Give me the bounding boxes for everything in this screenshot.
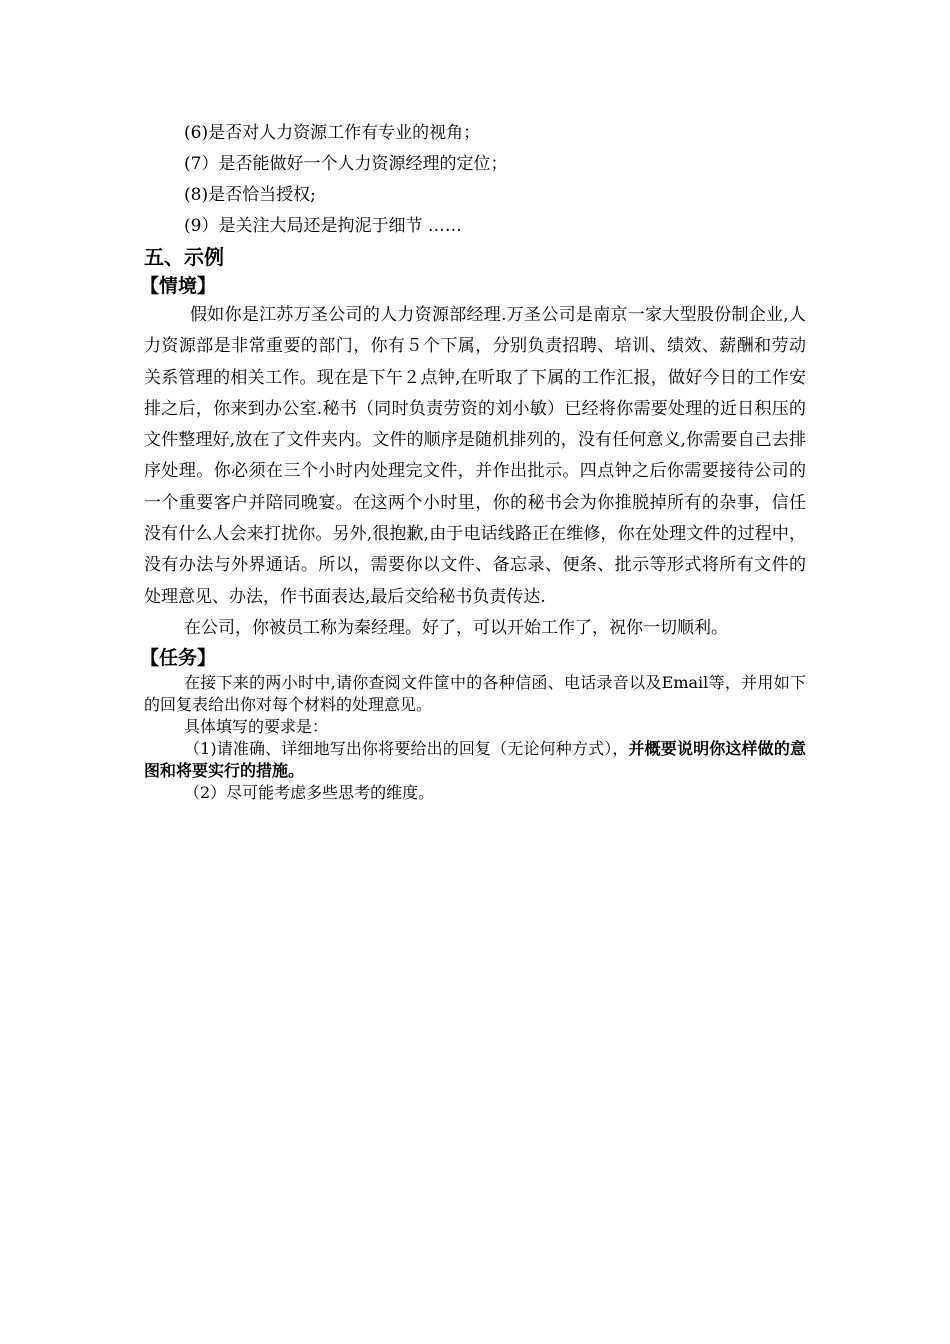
task-requirement-1 — [144, 738, 806, 782]
document-page — [140, 118, 806, 804]
situation-paragraph: 假如你是江苏万圣公司的人力资源部经理.万圣公司是南京一家大型股份制企业,人力资源部是非常重要的部门，你有５个下属，分别负责招聘、培训、绩效、薪酬和劳动关系管理的相关工作。现在是下午２点钟,在听取了下属的工作汇报，做好今日的工作安排之后，你来到办公室.秘书（同时负责劳资的刘小敏）已经将你需要处理的近日积压的文件整理好,放在了文件夹内。文件的顺序是随机排列的，没有任何意义,你需要自己去排序处理。你必须在三个小时内处理完文件，并作出批示。四点钟之后你需要接待公司的一个重要客户并陪同晚宴。在这两个小时里，你的秘书会为你推脱掉所有的杂事，信任没有什么人会来打扰你。另外,很抱歉,由于电话线路正在维修，你在处理文件的过程中，没有办法与外界通话。所以，需要你以文件、备忘录、便条、批示等形式将所有文件的处理意见、办法，作书面表达,最后交给秘书负责传达. — [144, 305, 806, 607]
requirement-1-emphasis: 并概要说明你这样做的意图和将要实行的措施。 — [144, 739, 806, 781]
section-title: 五、示例 — [144, 245, 224, 269]
task-heading: 【任务】 — [140, 647, 217, 670]
situation-heading: 【情境】 — [140, 275, 217, 297]
requirement-1-text: （1)请准确、详细地写出你将要给出的回复（无论何种方式）， — [184, 739, 629, 759]
list-item-9: (9）是关注大局还是拘泥于细节 …… — [184, 216, 462, 236]
list-item-8: (8)是否恰当授权; — [184, 185, 316, 205]
situation-closing: 在公司，你被员工称为秦经理。好了，可以开始工作了，祝你一切顺利。 — [184, 617, 728, 638]
task-paragraph: 在接下来的两小时中,请你查阅文件筐中的各种信函、电话录音以及Email等，并用如下的回复表给出你对每个材料的处理意见。 — [144, 673, 806, 715]
list-item-6: (6)是否对人力资源工作有专业的视角； — [184, 123, 481, 143]
task-requirements-intro: 具体填写的要求是： — [184, 717, 329, 737]
task-requirement-2: （2）尽可能考虑多些思考的维度。 — [184, 783, 435, 803]
list-item-7: (7）是否能做好一个人力资源经理的定位； — [184, 154, 508, 174]
